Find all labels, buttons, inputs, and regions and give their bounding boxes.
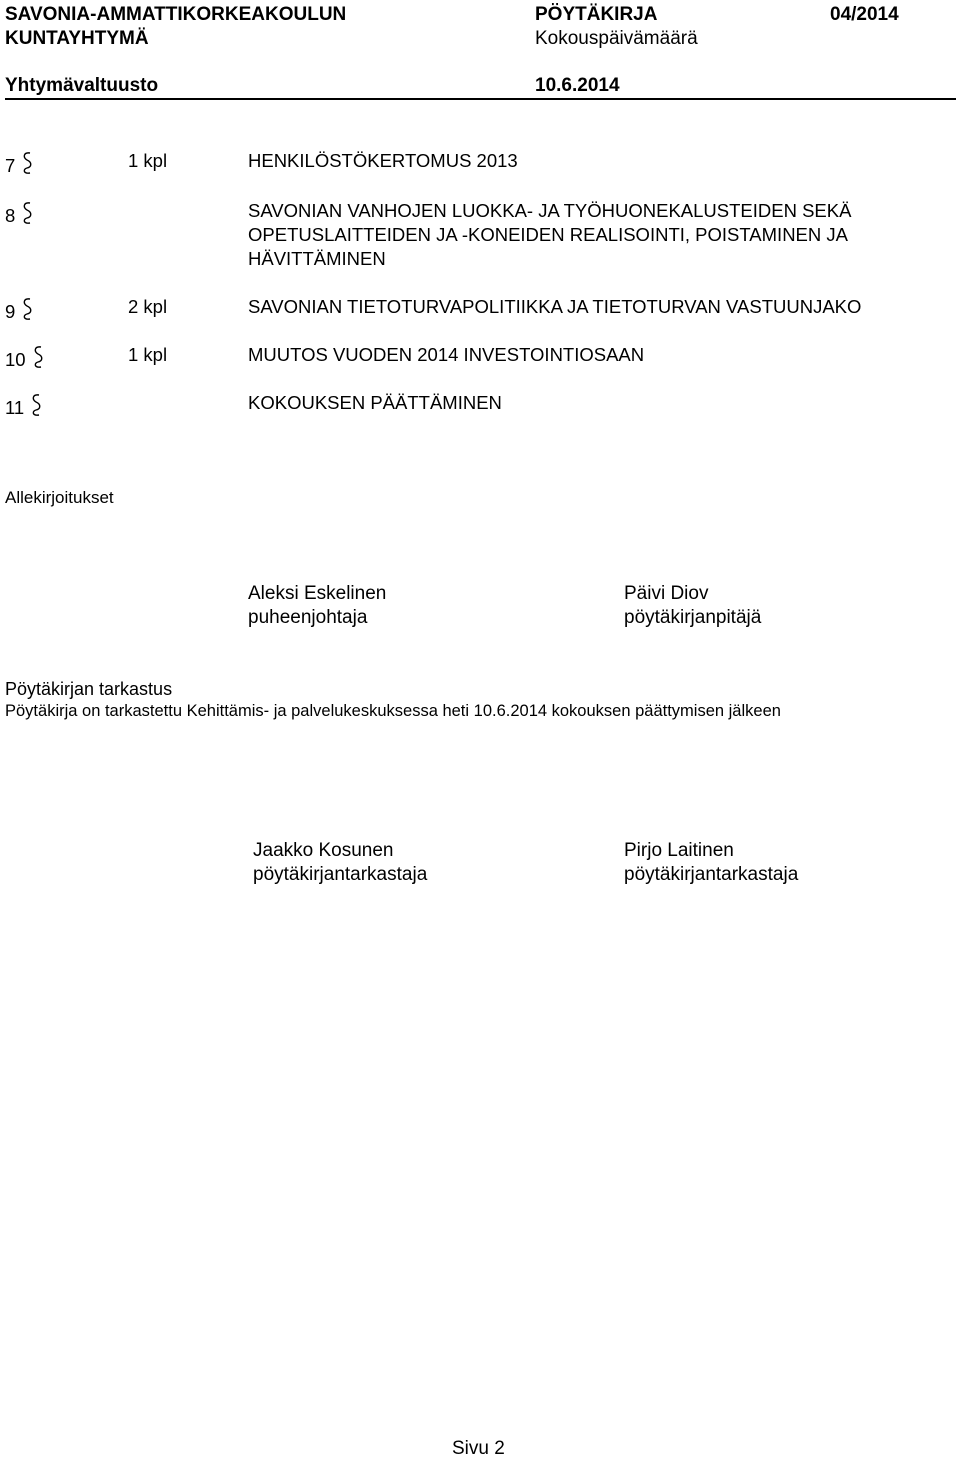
agenda-title: HENKILÖSTÖKERTOMUS 2013 [248, 150, 518, 171]
review-heading: Pöytäkirjan tarkastus [5, 679, 173, 699]
signature-reviewer-1 [253, 839, 427, 887]
signature-reviewer-2 [624, 839, 798, 887]
agenda-item [5, 200, 33, 231]
agenda-attachment: 1 kpl [128, 150, 168, 171]
org-name-line1: SAVONIA-AMMATTIKORKEAKOULUN [5, 4, 347, 25]
signer-name: Aleksi Eskelinen [248, 583, 387, 604]
reviewer-role: pöytäkirjantarkastaja [624, 864, 799, 885]
signer-name: Päivi Diov [624, 583, 709, 604]
agenda-number: 11 [5, 397, 25, 418]
org-name-line2: KUNTAYHTYMÄ [5, 28, 149, 49]
reviewer-name: Pirjo Laitinen [624, 840, 734, 861]
agenda-title: MUUTOS VUODEN 2014 INVESTOINTIOSAAN [248, 344, 645, 365]
section-sign-icon [21, 200, 33, 231]
signature-secretary [624, 582, 761, 630]
agenda-number: 7 [5, 155, 16, 176]
agenda-title: KOKOUKSEN PÄÄTTÄMINEN [248, 392, 502, 413]
reviewer-role: pöytäkirjantarkastaja [253, 864, 428, 885]
signature-chair [248, 582, 386, 630]
body-name: Yhtymävaltuusto [5, 75, 159, 96]
agenda-item [5, 344, 44, 375]
agenda-title-cont: HÄVITTÄMINEN [248, 248, 386, 269]
doc-type: PÖYTÄKIRJA [535, 4, 658, 25]
section-sign-icon [30, 392, 42, 423]
agenda-title: SAVONIAN TIETOTURVAPOLITIIKKA JA TIETOTURVAN VASTUUNJAKO [248, 296, 862, 317]
page-number: Sivu 2 [452, 1438, 505, 1459]
agenda-attachment: 1 kpl [128, 344, 168, 365]
agenda-title-cont: OPETUSLAITTEIDEN JA -KONEIDEN REALISOINTI, POISTAMINEN JA [248, 224, 848, 245]
reviewer-name: Jaakko Kosunen [253, 840, 394, 861]
signer-role: puheenjohtaja [248, 607, 368, 628]
agenda-item [5, 392, 42, 423]
section-sign-icon [21, 296, 33, 327]
agenda-number: 8 [5, 205, 16, 226]
signer-role: pöytäkirjanpitäjä [624, 607, 762, 628]
agenda-number: 9 [5, 301, 16, 322]
date-label: Kokouspäivämäärä [535, 28, 698, 49]
meeting-date: 10.6.2014 [535, 75, 620, 96]
agenda-number: 10 [5, 349, 26, 370]
header-divider [5, 98, 956, 100]
signatures-heading: Allekirjoitukset [5, 488, 114, 507]
agenda-item [5, 150, 33, 181]
section-sign-icon [21, 150, 33, 181]
agenda-item [5, 296, 33, 327]
section-sign-icon [32, 344, 44, 375]
agenda-attachment: 2 kpl [128, 296, 168, 317]
doc-number: 04/2014 [830, 4, 899, 25]
review-statement: Pöytäkirja on tarkastettu Kehittämis- ja palvelukeskuksessa heti 10.6.2014 kokouksen päättymisen jälkeen [5, 702, 781, 720]
agenda-title: SAVONIAN VANHOJEN LUOKKA- JA TYÖHUONEKALUSTEIDEN SEKÄ [248, 200, 852, 221]
